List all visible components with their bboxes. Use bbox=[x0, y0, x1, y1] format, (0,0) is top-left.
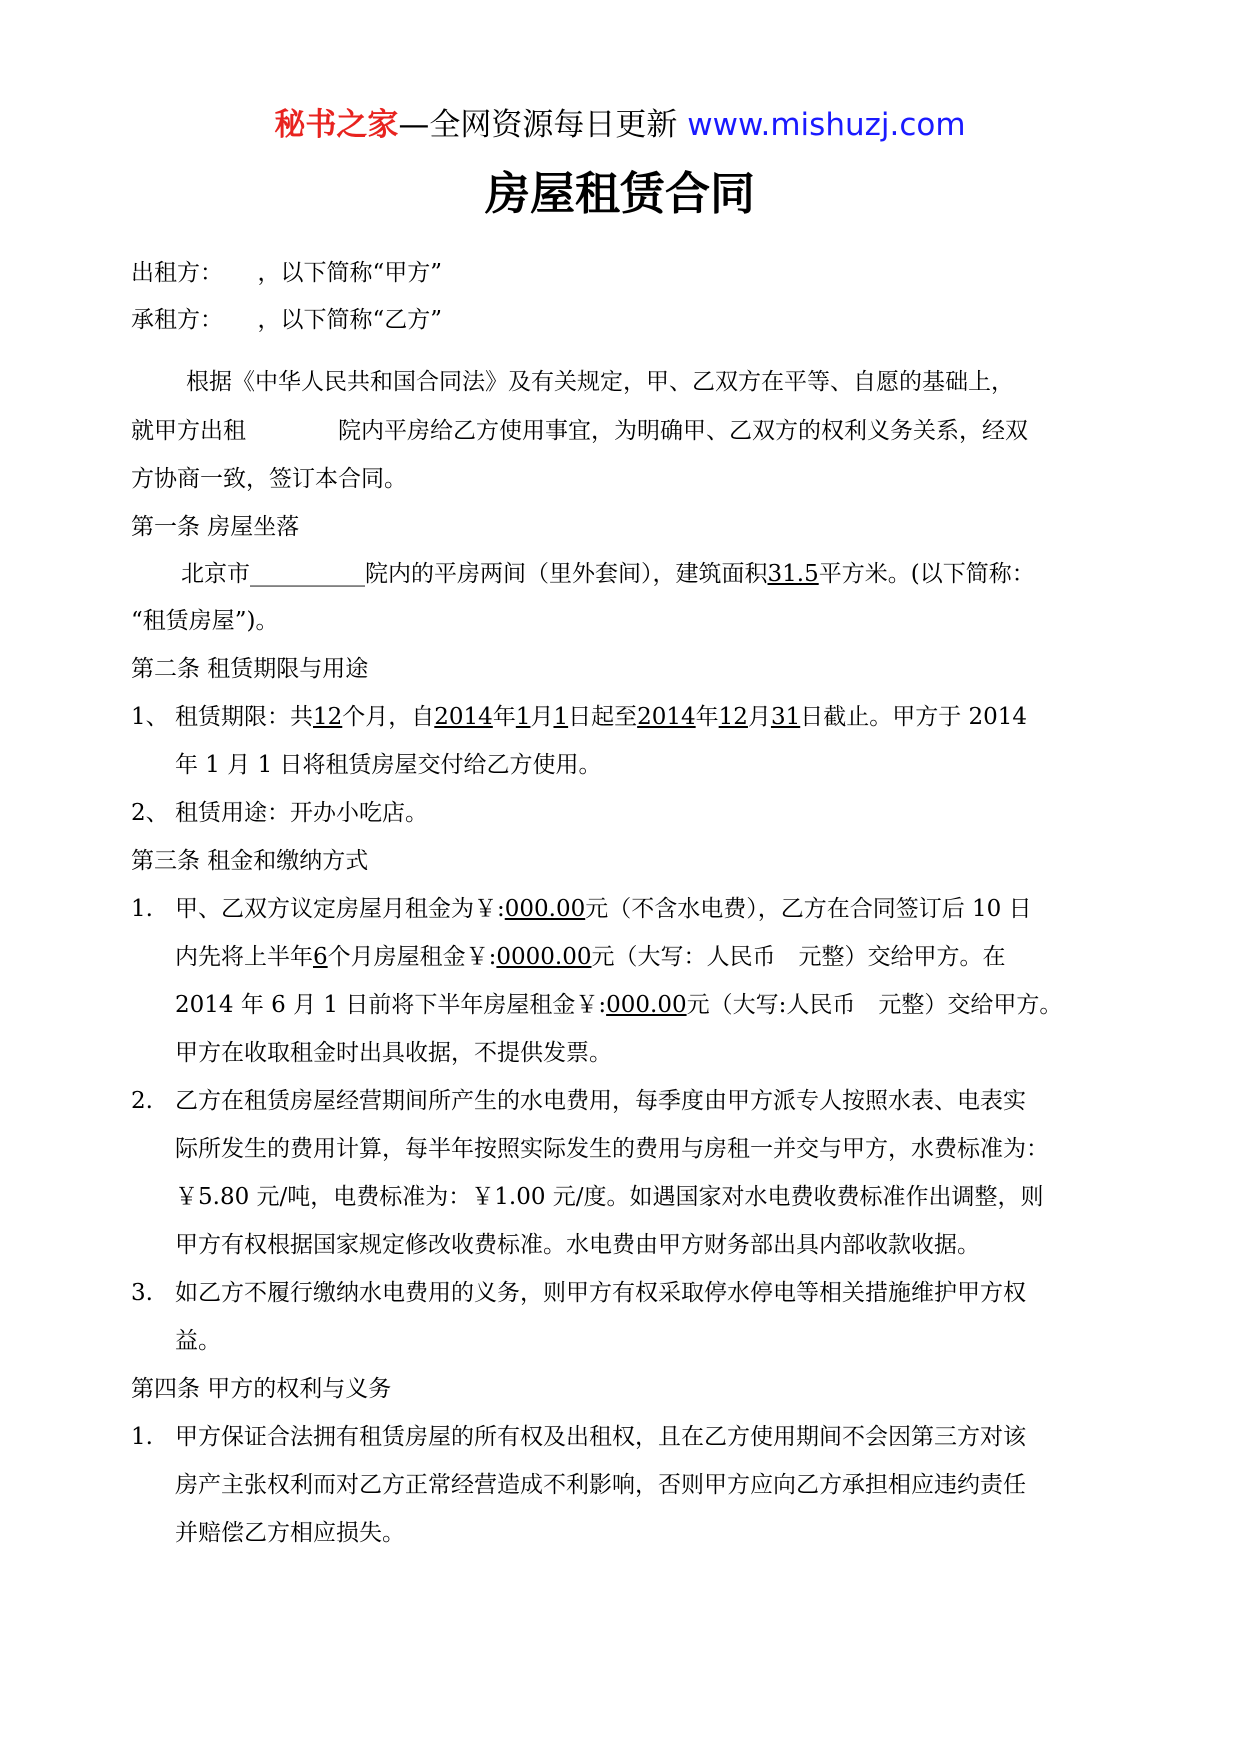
end-day: 31 bbox=[770, 704, 801, 730]
article-3-item-2-line-4: 甲方有权根据国家规定修改收费标准。水电费由甲方财务部出具内部收款收据。 bbox=[175, 1232, 980, 1258]
second-half-rent: 000.00 bbox=[606, 992, 687, 1018]
article-3-item-1-line-2: 内先将上半年6个月房屋租金￥:0000.00元（大写：人民币 元整）交给甲方。在 bbox=[175, 944, 1006, 970]
item-number: 2、 bbox=[131, 800, 169, 826]
item-number: 1、 bbox=[131, 704, 169, 730]
article-4-heading: 第四条 甲方的权利与义务 bbox=[131, 1376, 392, 1402]
start-month: 1 bbox=[515, 704, 531, 730]
article-4-item-1-line-1: 1. 甲方保证合法拥有租赁房屋的所有权及出租权，且在乙方使用期间不会因第三方对该 bbox=[131, 1420, 1026, 1454]
article-3-item-2-line-3: ￥5.80 元/吨，电费标准为：￥1.00 元/度。如遇国家对水电费收费标准作出调整，则 bbox=[175, 1184, 1044, 1210]
preamble-line-3: 方协商一致，签订本合同。 bbox=[131, 466, 407, 492]
article-2-heading: 第二条 租赁期限与用途 bbox=[131, 656, 369, 682]
article-3-item-1-line-4: 甲方在收取租金时出具收据，不提供发票。 bbox=[175, 1040, 612, 1066]
preamble-line-2: 就甲方出租 院内平房给乙方使用事宜，为明确甲、乙双方的权利义务关系，经双 bbox=[131, 418, 1028, 444]
lessee-line: 承租方： ，以下简称“乙方” bbox=[131, 307, 443, 333]
start-day: 1 bbox=[553, 704, 569, 730]
site-url[interactable]: www.mishuzj.com bbox=[687, 107, 966, 143]
article-3-item-1-line-3: 2014 年 6 月 1 日前将下半年房屋租金￥:000.00元（大写:人民币 元整）交给甲方。 bbox=[175, 992, 1063, 1018]
site-banner bbox=[0, 100, 1240, 150]
item-number: 1. bbox=[131, 1424, 153, 1450]
article-3-item-3-line-1: 3. 如乙方不履行缴纳水电费用的义务，则甲方有权采取停水停电等相关措施维护甲方权 bbox=[131, 1276, 1026, 1310]
article-3-item-3-line-2: 益。 bbox=[175, 1328, 221, 1354]
item-number: 1. bbox=[131, 896, 153, 922]
article-2-item-2: 2、 租赁用途：开办小吃店。 bbox=[131, 796, 428, 830]
prepay-months: 6 bbox=[313, 944, 328, 970]
end-month: 12 bbox=[718, 704, 748, 730]
article-2-item-1-line-2: 年 1 月 1 日将租赁房屋交付给乙方使用。 bbox=[175, 752, 602, 778]
end-year: 2014 bbox=[637, 704, 696, 730]
area-value: 31.5 bbox=[767, 561, 819, 587]
item-number: 2. bbox=[131, 1088, 153, 1114]
banner-tagline: —全网资源每日更新 bbox=[398, 107, 678, 143]
article-1-line-1: 北京市__________院内的平房两间（里外套间），建筑面积31.5平方米。(以下简称： bbox=[181, 561, 1035, 587]
preamble-line-1: 根据《中华人民共和国合同法》及有关规定，甲、乙双方在平等、自愿的基础上， bbox=[186, 369, 1014, 395]
article-1-line-2: “租赁房屋”)。 bbox=[131, 608, 279, 634]
brand-name: 秘书之家 bbox=[274, 107, 399, 143]
first-half-rent: 0000.00 bbox=[496, 944, 592, 970]
article-3-heading: 第三条 租金和缴纳方式 bbox=[131, 848, 369, 874]
address-blank: __________ bbox=[250, 561, 365, 587]
document-title: 房屋租赁合同 bbox=[484, 167, 755, 220]
lease-months: 12 bbox=[313, 704, 343, 730]
monthly-rent: 000.00 bbox=[504, 896, 586, 922]
lessor-line: 出租方： ，以下简称“甲方” bbox=[131, 260, 443, 286]
item-number: 3. bbox=[131, 1280, 153, 1306]
article-4-item-1-line-2: 房产主张权利而对乙方正常经营造成不利影响，否则甲方应向乙方承担相应违约责任 bbox=[175, 1472, 1026, 1498]
article-2-item-1-line-1: 1、 租赁期限：共12个月，自2014年1月1日起至2014年12月31日截止。甲方于 2014 bbox=[131, 700, 1027, 734]
start-year: 2014 bbox=[434, 704, 493, 730]
article-3-item-1-line-1: 1. 甲、乙双方议定房屋月租金为￥:000.00元（不含水电费），乙方在合同签订后 10 日 bbox=[131, 892, 1032, 926]
article-3-item-2-line-2: 际所发生的费用计算，每半年按照实际发生的费用与房租一并交与甲方，水费标准为： bbox=[175, 1136, 1049, 1162]
article-1-heading: 第一条 房屋坐落 bbox=[131, 514, 300, 540]
article-4-item-1-line-3: 并赔偿乙方相应损失。 bbox=[175, 1520, 405, 1546]
article-3-item-2-line-1: 2. 乙方在租赁房屋经营期间所产生的水电费用，每季度由甲方派专人按照水表、电表实 bbox=[131, 1084, 1026, 1118]
